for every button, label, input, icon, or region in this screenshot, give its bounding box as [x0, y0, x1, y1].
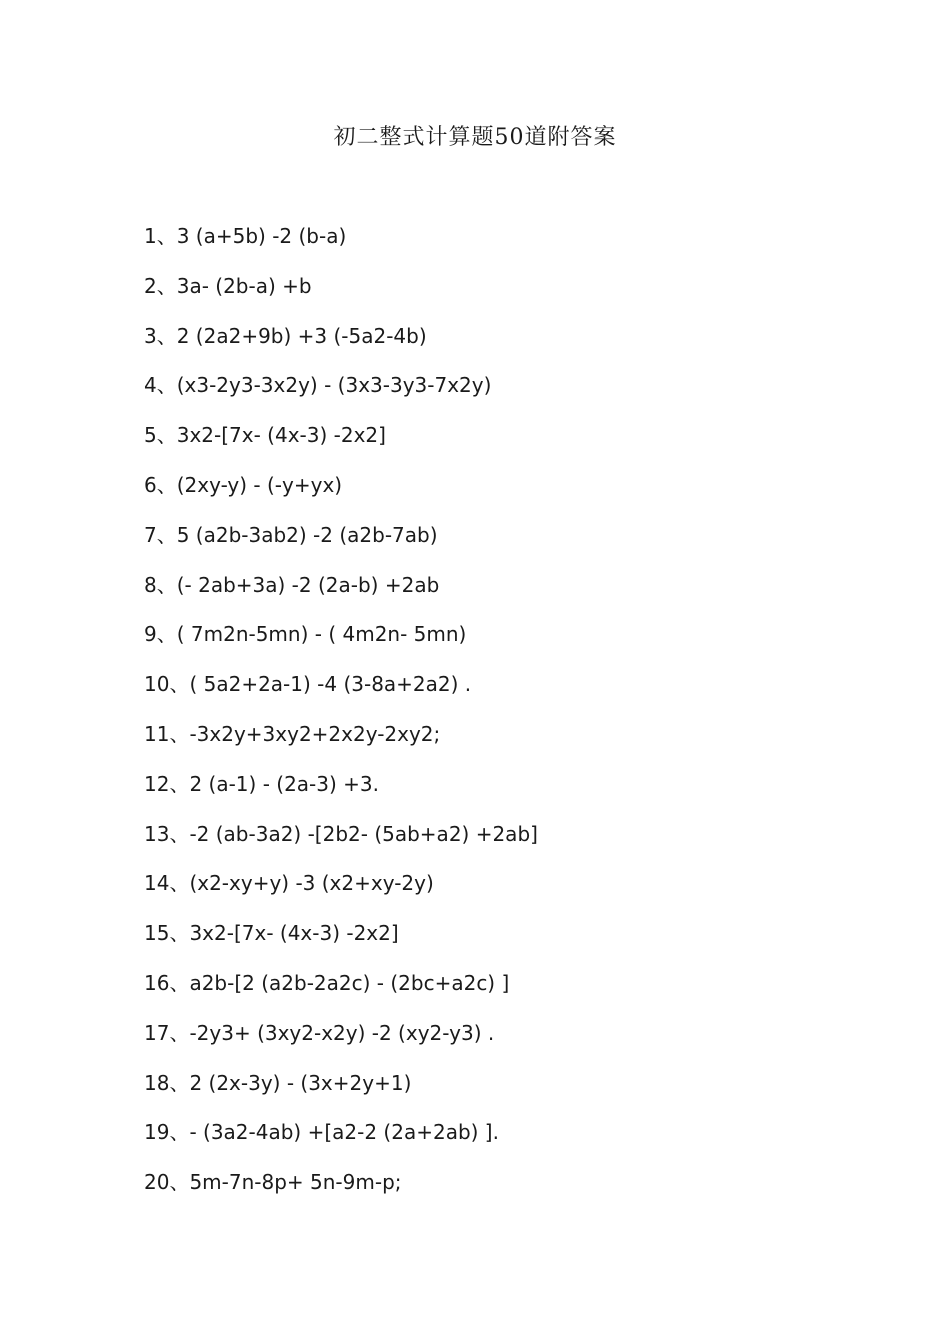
problem-18: 18、2 (2x-3y) - (3x+2y+1) [144, 1070, 412, 1095]
problem-16: 16、a2b-[2 (a2b-2a2c) - (2bc+a2c) ] [144, 970, 510, 995]
problem-11: 11、-3x2y+3xy2+2x2y-2xy2; [144, 721, 441, 746]
problem-14: 14、(x2-xy+y) -3 (x2+xy-2y) [144, 871, 434, 896]
problem-10: 10、( 5a2+2a-1) -4 (3-8a+2a2) . [144, 672, 472, 697]
problem-17: 17、-2y3+ (3xy2-x2y) -2 (xy2-y3) . [144, 1020, 495, 1045]
problem-5: 5、3x2-[7x- (4x-3) -2x2] [144, 423, 386, 448]
problem-20: 20、5m-7n-8p+ 5n-9m-p; [144, 1170, 402, 1195]
problem-3: 3、2 (2a2+9b) +3 (-5a2-4b) [144, 323, 427, 348]
problem-6: 6、(2xy-y) - (-y+yx) [144, 472, 343, 497]
problem-19: 19、- (3a2-4ab) +[a2-2 (2a+2ab) ]. [144, 1120, 499, 1145]
problem-9: 9、( 7m2n-5mn) - ( 4m2n- 5mn) [144, 622, 467, 647]
problem-15: 15、3x2-[7x- (4x-3) -2x2] [144, 921, 399, 946]
problem-1: 1、3 (a+5b) -2 (b-a) [144, 224, 347, 248]
problem-list [144, 222, 538, 1218]
problem-2: 2、3a- (2b-a) +b [144, 273, 312, 298]
problem-13: 13、-2 (ab-3a2) -[2b2- (5ab+a2) +2ab] [144, 821, 538, 846]
problem-7: 7、5 (a2b-3ab2) -2 (a2b-7ab) [144, 522, 438, 547]
problem-12: 12、2 (a-1) - (2a-3) +3. [144, 771, 379, 796]
document-title: 初二整式计算题50道附答案 [333, 125, 617, 150]
problem-4: 4、(x3-2y3-3x2y) - (3x3-3y3-7x2y) [144, 373, 492, 398]
problem-8: 8、(- 2ab+3a) -2 (2a-b) +2ab [144, 572, 440, 597]
